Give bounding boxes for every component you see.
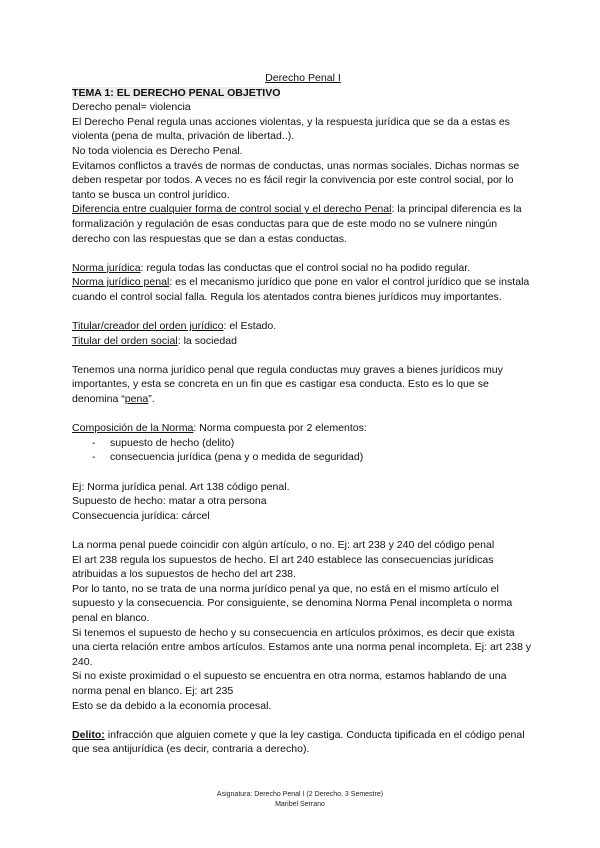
paragraph (72, 421, 534, 436)
paragraph: No toda violencia es Derecho Penal. (72, 144, 243, 157)
footer-author: Maribel Serrano (275, 801, 325, 808)
term-definition: : regula todas las conductas que el control social no ha podido regular. (140, 261, 471, 274)
paragraph (72, 275, 534, 304)
list-item: - supuesto de hecho (delito) (92, 436, 534, 451)
paragraph: Supuesto de hecho: matar a otra persona (72, 495, 267, 508)
paragraph-text: Tenemos una norma jurídico penal que regula conductas muy graves a bienes jurídicos muy importantes, y esta se concreta en un fin que es castigar esa conducta. Esto es lo que se denomina “ (72, 363, 503, 406)
term-label: Titular del orden social (72, 334, 178, 347)
paragraph: El art 238 regula los supuestos de hecho. El art 240 establece las consecuencias jurídicas atribuidas a los supuestos de hecho del art 238. (72, 553, 494, 581)
paragraph: Evitamos conflictos a través de normas de conductas, unas normas sociales. Dichas normas se deben respetar por todos. A veces no es fácil regir la convivencia por este control social, por lo tanto se busca un control jurídico. (72, 159, 520, 201)
term-definition: : la principal diferencia es la formalización y regulación de esas conductas para que de este modo no se vulnere ningún derecho con las respuestas que se dan a estas conductas. (72, 203, 522, 245)
term-pena: pena (124, 393, 149, 406)
elements-list (72, 436, 534, 465)
document-page (72, 71, 534, 757)
term-label: Titular/creador del orden jurídico (72, 320, 224, 333)
page-footer (0, 790, 600, 810)
paragraph (72, 202, 534, 246)
term-definition: : Norma compuesta por 2 elementos: (193, 422, 367, 435)
paragraph: Ej: Norma jurídica penal. Art 138 código penal. (72, 480, 290, 493)
section-heading (72, 86, 534, 101)
paragraph: Por lo tanto, no se trata de una norma jurídico penal ya que, no está en el mismo artículo el supuesto y la consecuencia. Por consiguiente, se denomina Norma Penal incompleta o norma penal en blanco. (72, 582, 513, 624)
term-label: Diferencia entre cualquier forma de control social y el derecho Penal (72, 203, 392, 216)
term-label: Norma jurídico penal (72, 276, 170, 289)
term-definition: infracción que alguien comete y que la ley castiga. Conducta tipificada en el código penal que sea antijurídica (es decir, contraria a derecho). (72, 728, 525, 756)
term-definition: : es el mecanismo jurídico que pone en valor el control jurídico que se instala cuando el control social falla. Regula los atentados contra bienes jurídicos muy importantes. (72, 276, 530, 303)
section-heading-text: TEMA 1: EL DERECHO PENAL OBJETIVO (72, 86, 281, 99)
list-item: - consecuencia jurídica (pena y o medida de seguridad) (92, 450, 534, 465)
paragraph (72, 319, 534, 334)
paragraph: Esto se da debido a la economía procesal. (72, 699, 272, 712)
term-label: Composición de la Norma (72, 422, 194, 435)
term-definition: : el Estado. (223, 320, 277, 333)
paragraph (72, 334, 534, 349)
paragraph: El Derecho Penal regula unas acciones violentas, y la respuesta jurídica que se da a estas es violenta (pena de multa, privación de libertad..). (72, 115, 510, 143)
paragraph-text: ”. (148, 393, 155, 406)
paragraph: Consecuencia jurídica: cárcel (72, 509, 210, 522)
paragraph (72, 363, 534, 407)
term-label: Norma jurídica (72, 261, 141, 274)
term-label: Delito: (72, 728, 105, 741)
footer-subject: Asignatura: Derecho Penal I (2 Derecho, 3 Semestre) (216, 791, 384, 798)
paragraph: Si no existe proximidad o el supuesto se encuentra en otra norma, estamos hablando de una norma penal en blanco. Ej: art 235 (72, 670, 507, 697)
paragraph (72, 728, 534, 757)
document-title: Derecho Penal I (265, 72, 341, 84)
paragraph (72, 261, 534, 276)
term-definition: : la sociedad (177, 334, 237, 347)
paragraph: Si tenemos el supuesto de hecho y su consecuencia en artículos próximos, es decir que exista una cierta relación entre ambos artículos. Estamos ante una norma penal incompleta. Ej: art 238 y 240. (72, 626, 532, 668)
paragraph: La norma penal puede coincidir con algún artículo, o no. Ej: art 238 y 240 del código penal (72, 539, 495, 551)
paragraph: Derecho penal= violencia (72, 101, 191, 114)
